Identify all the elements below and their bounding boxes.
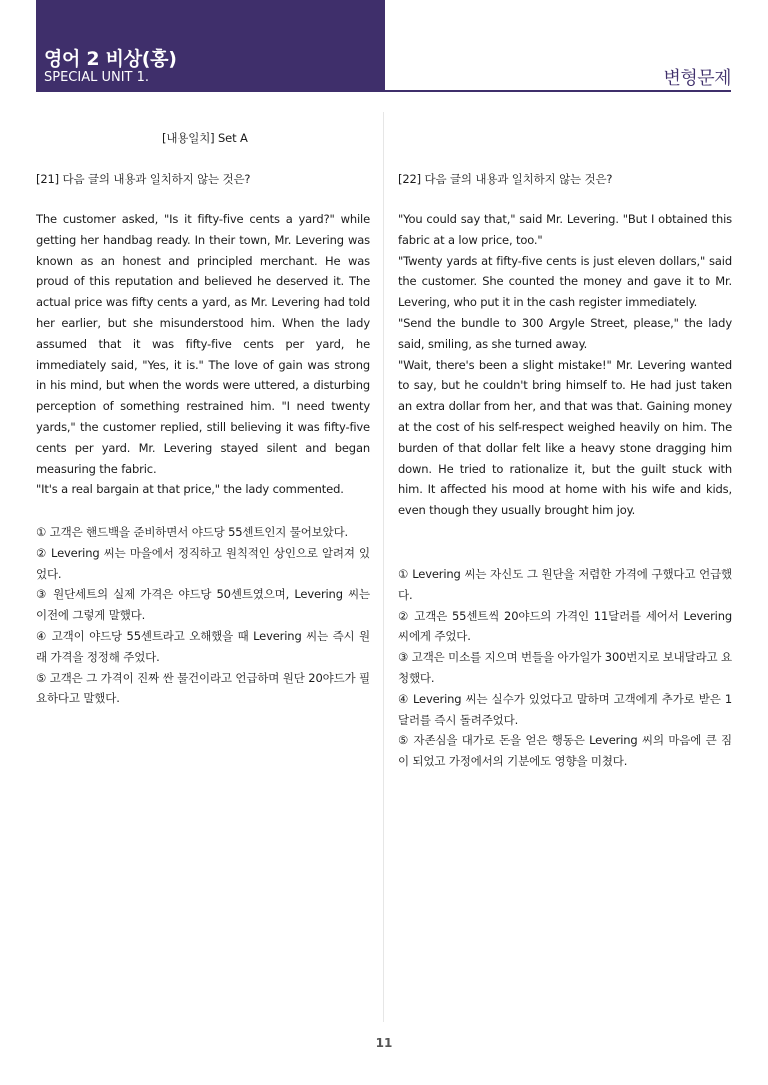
- choices-21: [36, 522, 370, 709]
- page-number: 11: [375, 1036, 393, 1050]
- header-right-label: 변형문제: [663, 68, 731, 89]
- question-22: [22] 다음 글의 내용과 일치하지 않는 것은?: [398, 172, 613, 186]
- header-rule: [36, 90, 731, 92]
- passage-22: [398, 209, 732, 521]
- choice-item: ② 고객은 55센트씩 20야드의 가격인 11달러를 세어서 Levering 씨에게 주었다.: [398, 608, 732, 644]
- header-title: 영어 2 비상(홍): [44, 48, 177, 70]
- header-subtitle: SPECIAL UNIT 1.: [44, 70, 150, 85]
- choice-item: ⑤ 고객은 그 가격이 진짜 싼 물건이라고 언급하며 원단 20야드가 필요하다고 말했다.: [36, 670, 370, 706]
- passage-21: [36, 209, 370, 500]
- passage-paragraph: "Twenty yards at fifty-five cents is just eleven dollars," said the customer. She counted the money and gave it to Mr. Levering, who put it in the cash register immediately.: [398, 253, 732, 310]
- choice-item: ④ Levering 씨는 실수가 있었다고 말하며 고객에게 추가로 받은 1달러를 즉시 돌려주었다.: [398, 691, 732, 727]
- header-banner: [36, 0, 385, 90]
- question-21: [21] 다음 글의 내용과 일치하지 않는 것은?: [36, 172, 251, 186]
- passage-paragraph: "Send the bundle to 300 Argyle Street, please," the lady said, smiling, as she turned away.: [398, 315, 732, 351]
- passage-paragraph: "It's a real bargain at that price," the lady commented.: [36, 482, 344, 497]
- column-divider: [383, 112, 384, 1022]
- choice-item: ④ 고객이 야드당 55센트라고 오해했을 때 Levering 씨는 즉시 원래 가격을 정정해 주었다.: [36, 628, 370, 664]
- choice-item: ③ 원단세트의 실제 가격은 야드당 50센트였으며, Levering 씨는 이전에 그렇게 말했다.: [36, 587, 370, 623]
- choice-item: ② Levering 씨는 마을에서 정직하고 원칙적인 상인으로 알려져 있었다.: [36, 545, 370, 581]
- choice-item: ⑤ 자존심을 대가로 돈을 얻은 행동은 Levering 씨의 마음에 큰 짐이 되었고 가정에서의 기분에도 영향을 미쳤다.: [398, 733, 732, 769]
- choice-item: ① 고객은 핸드백을 준비하면서 야드당 55센트인지 물어보았다.: [36, 525, 349, 539]
- passage-paragraph: "Wait, there's been a slight mistake!" Mr. Levering wanted to say, but he couldn't bring himself to. He had just taken an extra dollar from her, and that was that. Gaining money at the cost of his self-respect weighed heavily on him. The burden of that dollar felt like a heavy stone dragging him down. He tried to rationalize it, but the guilt stuck with him. It affected his mood at home with his wife and kids, even though they usually brought him joy.: [398, 357, 732, 518]
- set-title: [내용일치] Set A: [162, 131, 248, 145]
- choice-item: ③ 고객은 미소를 지으며 번들을 아가일가 300번지로 보내달라고 요청했다.: [398, 650, 732, 685]
- passage-paragraph: The customer asked, "Is it fifty-five cents a yard?" while getting her handbag ready. In their town, Mr. Levering was known as an honest and principled merchant. He was proud of this reputation and believed he deserved it. The actual price was fifty cents a yard, as Mr. Levering had told her earlier, but she misunderstood him. When the lady assumed that it was fifty-five cents per yard, he immediately said, "Yes, it is." The love of gain was strong in his mind, but when the words were uttered, a disturbing perception of something restrained him. "I need twenty yards," the customer replied, still believing it was fifty-five cents per yard. Mr. Levering stayed silent and began measuring the fabric.: [36, 212, 370, 476]
- passage-paragraph: "You could say that," said Mr. Levering. "But I obtained this fabric at a low price, too.": [398, 212, 732, 247]
- choice-item: ① Levering 씨는 자신도 그 원단을 저렴한 가격에 구했다고 언급했다.: [398, 567, 732, 602]
- choices-22: [398, 564, 732, 772]
